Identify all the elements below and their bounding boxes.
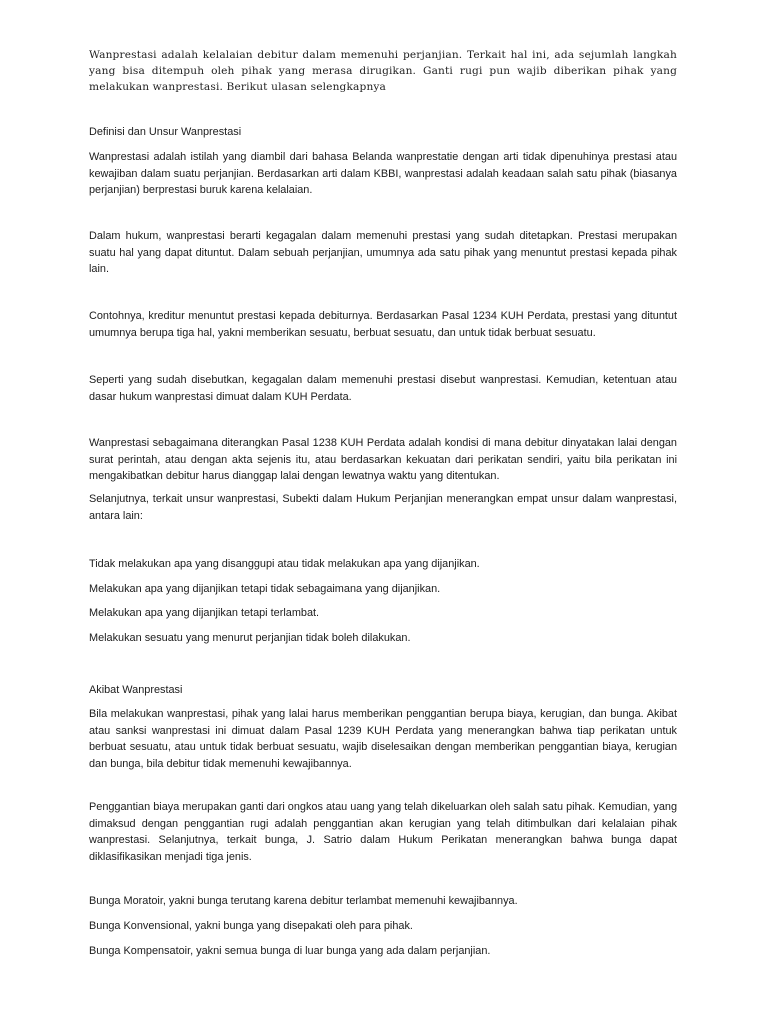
section-heading: Definisi dan Unsur Wanprestasi xyxy=(89,126,242,138)
list-item: Tidak melakukan apa yang disanggupi atau tidak melakukan apa yang dijanjikan. xyxy=(89,558,480,570)
section-heading: Akibat Wanprestasi xyxy=(89,684,183,696)
list-item: Melakukan apa yang dijanjikan tetapi tidak sebagaimana yang dijanjikan. xyxy=(89,583,441,595)
paragraph: Wanprestasi sebagaimana diterangkan Pasal 1238 KUH Perdata adalah kondisi di mana debitur dinyatakan lalai dengan surat perintah, atau dengan akta sejenis itu, atau berdasarkan kekuatan dari perikatan sendiri, yaitu bila perikatan ini mengakibatkan debitur harus dianggap lalai dengan lewatnya waktu yang ditentukan. xyxy=(89,437,677,482)
paragraph: Seperti yang sudah disebutkan, kegagalan dalam memenuhi prestasi disebut wanprestasi. Kemudian, ketentuan atau dasar hukum wanprestasi dimuat dalam KUH Perdata. xyxy=(89,374,677,403)
paragraph: Dalam hukum, wanprestasi berarti kegagalan dalam memenuhi prestasi yang sudah ditetapkan. Prestasi merupakan suatu hal yang dapat dituntut. Dalam sebuah perjanjian, umumnya ada satu pihak yang menuntut prestasi kepada pihak lain. xyxy=(89,230,677,275)
paragraph: Wanprestasi adalah istilah yang diambil dari bahasa Belanda wanprestatie dengan arti tidak dipenuhinya prestasi atau kewajiban dalam suatu perjanjian. Berdasarkan arti dalam KBBI, wanprestasi adalah keadaan salah satu pihak (biasanya perjanjian) berprestasi buruk karena kelalaian. xyxy=(89,151,677,196)
list-item: Melakukan apa yang dijanjikan tetapi terlambat. xyxy=(89,607,320,619)
intro-paragraph: Wanprestasi adalah kelalaian debitur dalam memenuhi perjanjian. Terkait hal ini, ada sejumlah langkah yang bisa ditempuh oleh pihak yang merasa dirugikan. Ganti rugi pun wajib diberikan pihak yang melakukan wanprestasi. Berikut ulasan selengkapnya xyxy=(89,49,677,94)
list-item: Melakukan sesuatu yang menurut perjanjian tidak boleh dilakukan. xyxy=(89,632,411,644)
paragraph: Penggantian biaya merupakan ganti dari ongkos atau uang yang telah dikeluarkan oleh salah satu pihak. Kemudian, yang dimaksud dengan penggantian rugi adalah penggantian akan kerugian yang telah ditimbulkan dari kelalaian pihak wanprestasi. Selanjutnya, terkait bunga, J. Satrio dalam Hukum Perikatan menerangkan bahwa bunga dapat diklasifikasikan menjadi tiga jenis. xyxy=(89,801,677,863)
paragraph: Selanjutnya, terkait unsur wanprestasi, Subekti dalam Hukum Perjanjian menerangkan empat unsur dalam wanprestasi, antara lain: xyxy=(89,493,677,522)
paragraph: Contohnya, kreditur menuntut prestasi kepada debiturnya. Berdasarkan Pasal 1234 KUH Perdata, prestasi yang dituntut umumnya berupa tiga hal, yakni memberikan sesuatu, berbuat sesuatu, dan untuk tidak berbuat sesuatu. xyxy=(89,310,677,339)
paragraph: Bila melakukan wanprestasi, pihak yang lalai harus memberikan penggantian berupa biaya, kerugian, dan bunga. Akibat atau sanksi wanprestasi ini dimuat dalam Pasal 1239 KUH Perdata yang menerangkan bahwa tiap perikatan untuk berbuat sesuatu, atau untuk tidak berbuat sesuatu, wajib diselesaikan dengan memberikan penggantian biaya, kerugian dan bunga, bila debitur tidak memenuhi kewajibannya. xyxy=(89,708,677,770)
list-item: Bunga Konvensional, yakni bunga yang disepakati oleh para pihak. xyxy=(89,920,413,932)
list-item: Bunga Kompensatoir, yakni semua bunga di luar bunga yang ada dalam perjanjian. xyxy=(89,945,491,957)
list-item: Bunga Moratoir, yakni bunga terutang karena debitur terlambat memenuhi kewajibannya. xyxy=(89,895,518,907)
